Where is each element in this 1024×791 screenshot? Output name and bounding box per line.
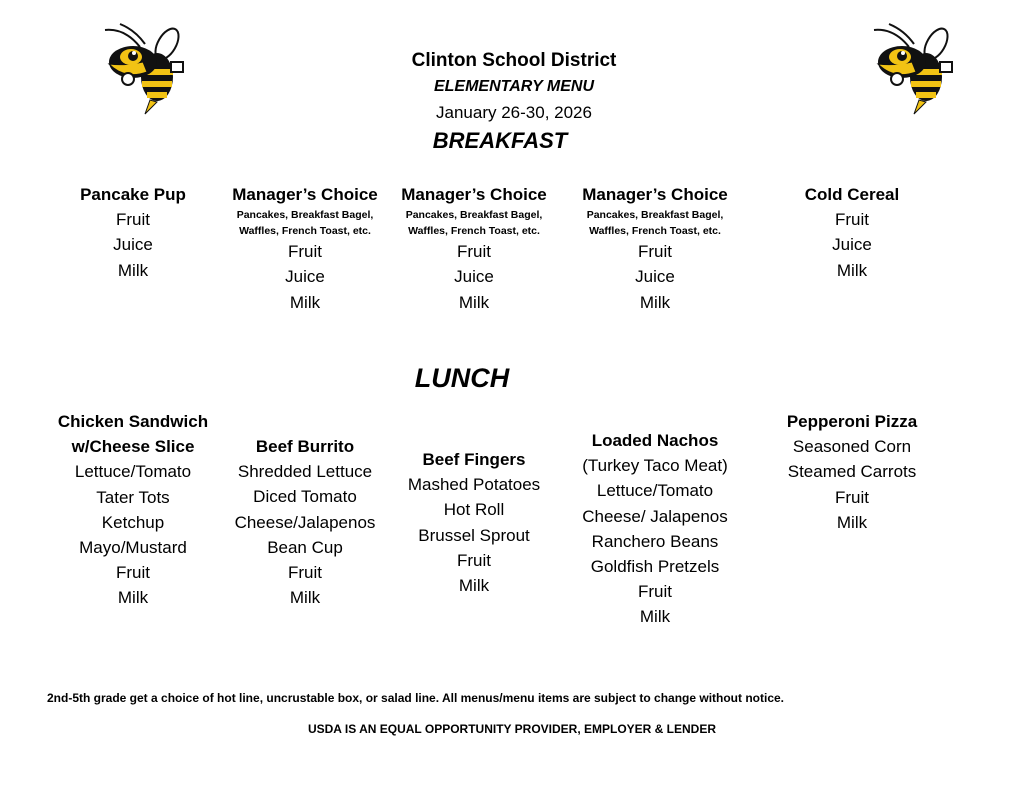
menu-item-title: Manager’s Choice — [401, 185, 547, 204]
menu-side-item: Fruit — [288, 242, 322, 262]
menu-item-title: w/Cheese Slice — [71, 437, 195, 457]
menu-side-item: Fruit — [116, 210, 150, 230]
lunch-day-1 — [33, 409, 233, 611]
menu-side-item: Milk — [458, 576, 490, 596]
menu-side-item: Juice — [113, 235, 153, 255]
menu-side-item: Seasoned Corn — [792, 437, 912, 457]
lunch-day-5 — [752, 409, 952, 535]
menu-side-item: Fruit — [638, 242, 672, 262]
breakfast-day-1 — [33, 182, 233, 283]
menu-side-item: Juice — [285, 267, 325, 287]
menu-item-title: Pancake Pup — [80, 185, 186, 204]
menu-side-item: Hot Roll — [443, 500, 505, 520]
menu-side-item: Lettuce/Tomato — [596, 481, 714, 501]
menu-side-item: Milk — [289, 292, 321, 312]
menu-side-item: Shredded Lettuce — [237, 462, 373, 482]
menu-side-item: Bean Cup — [267, 537, 343, 557]
district-name: Clinton School District — [411, 50, 617, 71]
menu-side-item: Fruit — [116, 563, 150, 583]
menu-side-item: Milk — [117, 588, 149, 608]
lunch-day-3 — [374, 447, 574, 598]
menu-side-item: Steamed Carrots — [787, 462, 917, 482]
menu-side-item: Fruit — [457, 242, 491, 262]
breakfast-heading: BREAKFAST — [432, 128, 568, 153]
breakfast-day-3 — [374, 182, 574, 315]
menu-side-item: Juice — [832, 235, 872, 255]
menu-side-item: (Turkey Taco Meat) — [582, 456, 728, 476]
footer-note: 2nd-5th grade get a choice of hot line, uncrustable box, or salad line. All menus/menu items are subject to change without notice. — [47, 691, 785, 705]
menu-side-item: Ketchup — [101, 512, 165, 532]
menu-type: ELEMENTARY MENU — [433, 78, 594, 95]
menu-item-title: Beef Burrito — [255, 437, 355, 456]
menu-side-item: Ranchero Beans — [591, 531, 719, 551]
menu-item-title: Pepperoni Pizza — [786, 412, 918, 431]
menu-item-title: Manager’s Choice — [582, 185, 728, 204]
menu-item-description: Waffles, French Toast, etc. — [589, 225, 721, 238]
usda-statement: USDA IS AN EQUAL OPPORTUNITY PROVIDER, EMPLOYER & LENDER — [307, 722, 717, 736]
menu-side-item: Brussel Sprout — [418, 525, 530, 545]
menu-item-title: Chicken Sandwich — [57, 412, 209, 431]
menu-side-item: Fruit — [835, 210, 869, 230]
menu-side-item: Juice — [454, 267, 494, 287]
lunch-heading: LUNCH — [414, 363, 510, 393]
menu-side-item: Diced Tomato — [253, 487, 357, 507]
breakfast-day-5 — [752, 182, 952, 283]
menu-side-item: Juice — [635, 267, 675, 287]
menu-side-item: Milk — [458, 292, 490, 312]
menu-side-item: Cheese/Jalapenos — [234, 512, 376, 532]
menu-side-item: Fruit — [288, 563, 322, 583]
menu-side-item: Cheese/ Jalapenos — [582, 506, 728, 526]
menu-item-description: Pancakes, Breakfast Bagel, — [405, 209, 543, 222]
menu-side-item: Milk — [639, 607, 671, 627]
menu-side-item: Fruit — [835, 487, 869, 507]
menu-dates: January 26-30, 2026 — [436, 103, 592, 122]
menu-side-item: Milk — [836, 260, 868, 280]
menu-side-item: Goldfish Pretzels — [590, 557, 720, 577]
menu-item-title: Cold Cereal — [804, 185, 900, 204]
menu-item-title: Beef Fingers — [422, 450, 526, 469]
menu-side-item: Tater Tots — [96, 487, 170, 507]
menu-item-description: Waffles, French Toast, etc. — [408, 225, 540, 238]
menu-item-title: Manager’s Choice — [232, 185, 378, 204]
menu-side-item: Milk — [836, 512, 868, 532]
menu-item-title: Loaded Nachos — [591, 431, 719, 450]
breakfast-day-4 — [555, 182, 755, 315]
menu-side-item: Fruit — [638, 582, 672, 602]
menu-item-description: Waffles, French Toast, etc. — [239, 225, 371, 238]
menu-side-item: Milk — [117, 260, 149, 280]
menu-item-description: Pancakes, Breakfast Bagel, — [236, 209, 374, 222]
menu-side-item: Mashed Potatoes — [407, 475, 541, 495]
menu-side-item: Milk — [639, 292, 671, 312]
menu-side-item: Fruit — [457, 550, 491, 570]
lunch-day-4 — [555, 428, 755, 630]
menu-side-item: Mayo/Mustard — [79, 538, 187, 558]
menu-side-item: Milk — [289, 588, 321, 608]
menu-item-description: Pancakes, Breakfast Bagel, — [586, 209, 724, 222]
menu-side-item: Lettuce/Tomato — [74, 462, 192, 482]
